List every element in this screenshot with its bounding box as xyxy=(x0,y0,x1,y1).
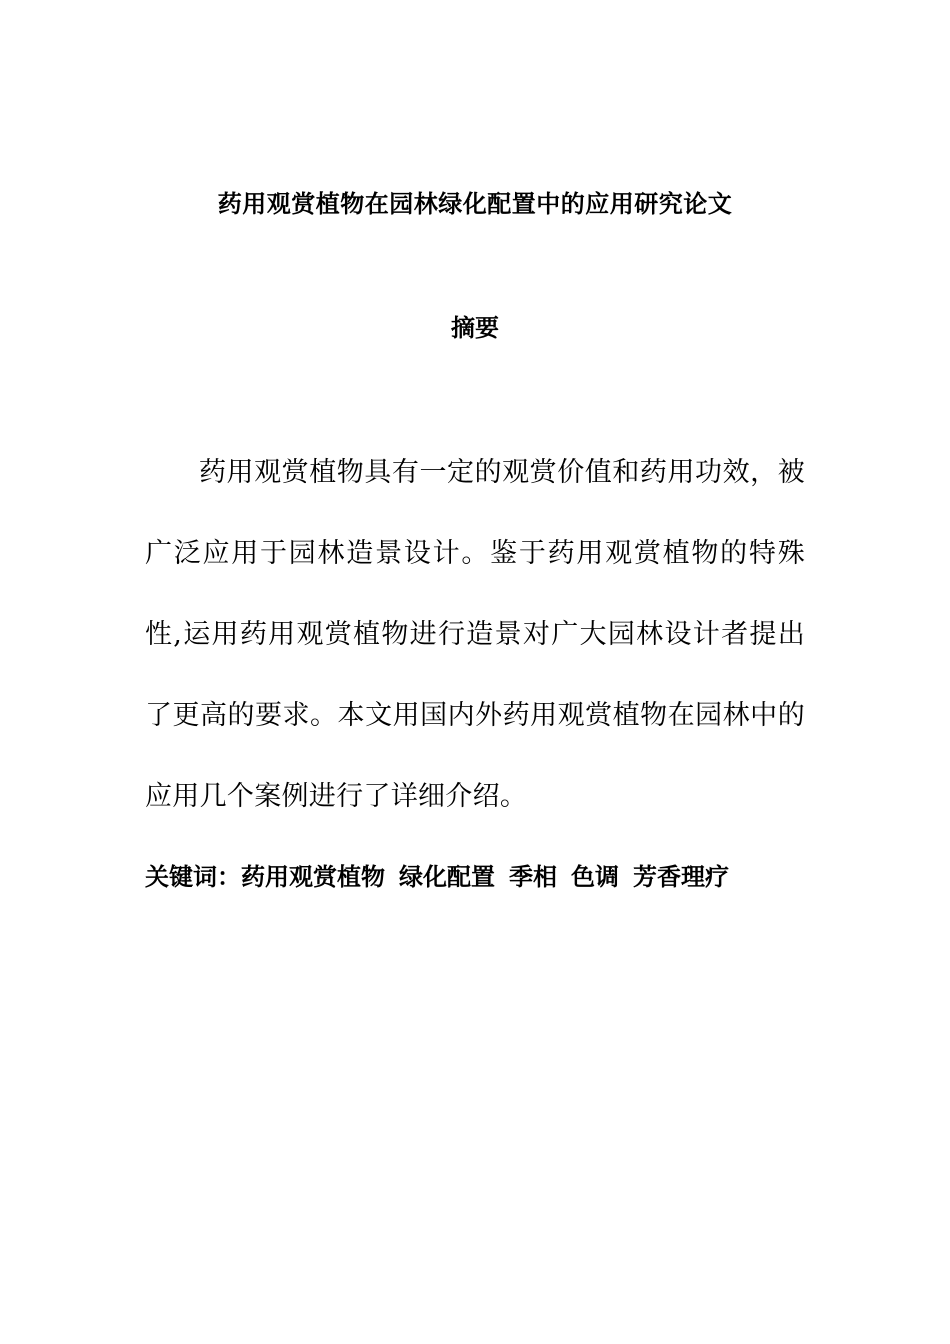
abstract-text: 药用观赏植物具有一定的观赏价值和药用功效，被广泛应用于园林造景设计。鉴于药用观赏植物的特殊性,运用药用观赏植物进行造景对广大园林设计者提出了更高的要求。本文用国内外药用观赏植物在园林中的应用几个案例进行了详细介绍。 xyxy=(145,457,805,812)
keyword: 色调 xyxy=(571,863,619,891)
keyword: 芳香理疗 xyxy=(633,863,729,891)
keywords-label: 关键词： xyxy=(145,863,241,891)
document-title: 药用观赏植物在园林绿化配置中的应用研究论文 xyxy=(217,190,733,218)
keywords-line xyxy=(145,860,825,894)
keyword: 药用观赏植物 xyxy=(241,863,385,891)
keyword: 绿化配置 xyxy=(399,863,495,891)
keyword: 季相 xyxy=(509,863,557,891)
abstract-heading: 摘要 xyxy=(451,314,499,342)
